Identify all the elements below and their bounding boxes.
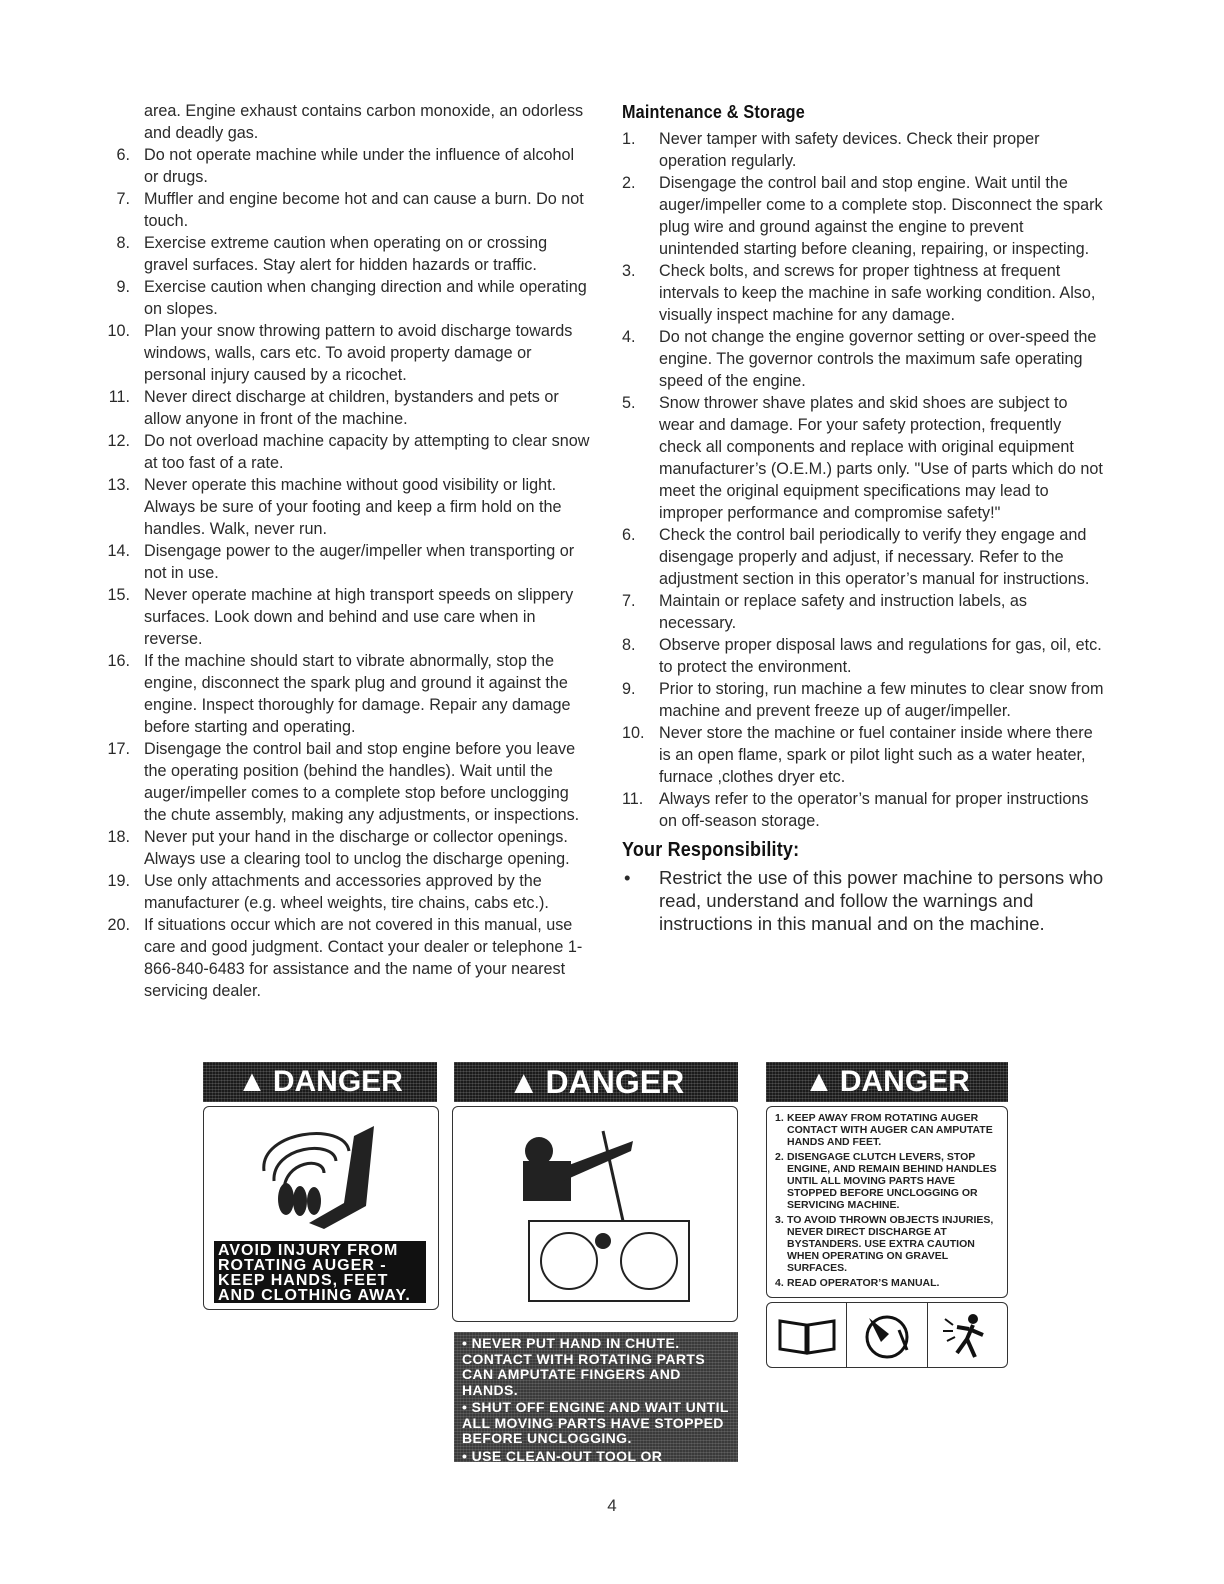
item-number: 7.: [116, 190, 130, 208]
right-column: [622, 100, 1106, 935]
item-text: Plan your snow throwing pattern to avoid discharge towards windows, walls, cars etc. To avoid property damage or personal injury caused by a ricochet.: [144, 322, 573, 384]
list-item: [100, 826, 590, 870]
list-item: [100, 474, 590, 540]
chute-warning-text: USE CLEAN-OUT TOOL OR WOODEN STICK TO UNCLOG DISCHARGE CHUTE.: [462, 1447, 669, 1495]
item-number: 15.: [107, 586, 130, 604]
item-number: 19.: [107, 872, 130, 890]
list-item: [622, 128, 1106, 172]
list-item: [622, 678, 1106, 722]
item-number: 18.: [107, 828, 130, 846]
warning-triangle-icon: ▲: [237, 1065, 267, 1098]
left-column: [100, 100, 590, 1002]
item-text: If situations occur which are not covered in this manual, use care and good judgment. Contact your dealer or telephone 1-866-840-6483 for assistance and the name of your nearest servicing dealer.: [144, 916, 583, 1000]
list-item: [100, 584, 590, 650]
item-text: Always refer to the operator’s manual for proper instructions on off-season storage.: [659, 790, 1089, 830]
item-number: 8.: [116, 234, 130, 252]
list-item: [100, 430, 590, 474]
pictogram-cell: [767, 1303, 847, 1367]
list-item: [100, 188, 590, 232]
thrown-objects-icon: [939, 1309, 995, 1361]
hand-in-chute-pictogram-icon: [453, 1111, 737, 1311]
item-number: 1.: [622, 130, 636, 148]
book-manual-icon: [776, 1315, 838, 1355]
maintenance-heading: Maintenance & Storage: [622, 102, 805, 122]
chute-warning-item: • USE CLEAN-OUT TOOL OR WOODEN STICK TO UNCLOG DISCHARGE CHUTE.: [462, 1447, 669, 1495]
item-number: 9.: [116, 278, 130, 296]
item-text: Check the control bail periodically to verify they engage and disengage properly and adjust, if necessary. Refer to the adjustment section in this operator’s manual for instructions.: [659, 526, 1090, 588]
chute-warning-item: • NEVER PUT HAND IN CHUTE. CONTACT WITH ROTATING PARTS CAN AMPUTATE FINGERS AND HANDS.: [462, 1335, 706, 1398]
label-frame: [203, 1106, 439, 1310]
label3-item-text: READ OPERATOR’S MANUAL.: [787, 1277, 940, 1290]
item-number: 17.: [107, 740, 130, 758]
item-text: If the machine should start to vibrate abnormally, stop the engine, disconnect the spark plug and ground it against the engine. Inspect thoroughly for damage. Repair any damage before starting and operating.: [144, 652, 571, 736]
warning-line: KEEP HANDS, FEET: [218, 1272, 389, 1289]
item-text: Never operate machine at high transport speeds on slippery surfaces. Look down and behind and use care when in reverse.: [144, 586, 574, 648]
item-text: Never tamper with safety devices. Check their proper operation regularly.: [659, 130, 1040, 170]
list-item: [622, 722, 1106, 788]
danger-banner: [203, 1062, 437, 1102]
pictogram-cell: [847, 1303, 927, 1367]
list-item: [100, 386, 590, 430]
item-number: 9.: [622, 680, 636, 698]
warning-line: AND CLOTHING AWAY.: [218, 1287, 411, 1304]
danger-banner-text: DANGER: [839, 1065, 970, 1098]
item-number: 10.: [107, 322, 130, 340]
continuation-text: area. Engine exhaust contains carbon monoxide, an odorless and deadly gas.: [144, 102, 584, 142]
list-item: [100, 540, 590, 584]
item-text: Do not overload machine capacity by attempting to clear snow at too fast of a rate.: [144, 432, 590, 472]
label3-item-text: KEEP AWAY FROM ROTATING AUGER CONTACT WITH AUGER CAN AMPUTATE HANDS AND FEET.: [787, 1112, 993, 1148]
item-text: Use only attachments and accessories approved by the manufacturer (e.g. wheel weights, tire chains, cabs etc.).: [144, 872, 549, 912]
warning-triangle-icon: ▲: [507, 1064, 540, 1100]
list-item: [622, 590, 1106, 634]
item-number: 20.: [107, 916, 130, 934]
item-text: Observe proper disposal laws and regulations for gas, oil, etc. to protect the environment.: [659, 636, 1102, 676]
responsibility-bullet: [622, 866, 1106, 935]
danger-label-auger: [203, 1062, 439, 1310]
item-text: Disengage power to the auger/impeller when transporting or not in use.: [144, 542, 575, 582]
warning-line: ROTATING AUGER -: [218, 1257, 387, 1274]
label-frame: [766, 1106, 1008, 1298]
item-text: Prior to storing, run machine a few minutes to clear snow from machine and prevent freeze up of auger/impeller.: [659, 680, 1104, 720]
maintenance-list: [622, 128, 1106, 832]
label3-item: [775, 1215, 1001, 1274]
hand-auger-icon: [859, 1310, 915, 1360]
danger-banner: [454, 1062, 738, 1102]
item-number: 7.: [622, 592, 636, 610]
item-text: Never operate this machine without good visibility or light. Always be sure of your footing and keep a firm hold on the handles. Walk, never run.: [144, 476, 562, 538]
list-item: [100, 144, 590, 188]
item-text: Do not operate machine while under the influence of alcohol or drugs.: [144, 146, 575, 186]
label3-item-text: DISENGAGE CLUTCH LEVERS, STOP ENGINE, AND REMAIN BEHIND HANDLES UNTIL ALL MOVING PARTS HAVE STOPPED BEFORE UNCLOGGING OR SERVICING MACHINE.: [787, 1151, 997, 1211]
chute-warning-item: • SHUT OFF ENGINE AND WAIT UNTIL ALL MOVING PARTS HAVE STOPPED BEFORE UNCLOGGING.: [462, 1399, 729, 1446]
warning-line: AVOID INJURY FROM: [218, 1242, 399, 1259]
item-text: Never direct discharge at children, bystanders and pets or allow anyone in front of the machine.: [144, 388, 559, 428]
item-number: 11.: [622, 790, 644, 808]
page-number: 4: [607, 1496, 617, 1515]
list-item: [100, 276, 590, 320]
item-text: Maintain or replace safety and instruction labels, as necessary.: [659, 592, 1028, 632]
item-text: Muffler and engine become hot and can cause a burn. Do not touch.: [144, 190, 584, 230]
chute-warning-text: SHUT OFF ENGINE AND WAIT UNTIL ALL MOVING PARTS HAVE STOPPED BEFORE UNCLOGGING.: [462, 1399, 729, 1446]
item-text: Never put your hand in the discharge or collector openings. Always use a clearing tool to unclog the discharge opening.: [144, 828, 570, 868]
item-number: 6.: [622, 526, 636, 544]
danger-label-general: [766, 1062, 1008, 1368]
chute-warning-text: NEVER PUT HAND IN CHUTE. CONTACT WITH ROTATING PARTS CAN AMPUTATE FINGERS AND HANDS.: [462, 1335, 706, 1398]
item-number: 11.: [108, 388, 130, 406]
list-item: [100, 738, 590, 826]
label-frame: [452, 1106, 738, 1322]
item-number: 14.: [107, 542, 130, 560]
item-number: 13.: [107, 476, 130, 494]
item-number: 2.: [622, 174, 636, 192]
label3-item-text: TO AVOID THROWN OBJECTS INJURIES, NEVER DIRECT DISCHARGE AT BYSTANDERS. USE EXTRA CAUTION WHEN OPERATING ON GRAVEL SURFACES.: [787, 1214, 994, 1274]
list-item: [622, 392, 1106, 524]
item-number: 10.: [622, 724, 645, 742]
list-item: [622, 260, 1106, 326]
item-number: 16.: [107, 652, 130, 670]
chute-warning-box: [454, 1332, 738, 1495]
pictogram-row: [766, 1302, 1008, 1368]
label3-item-number: 1.: [775, 1112, 784, 1124]
danger-banner-text: DANGER: [545, 1064, 685, 1100]
list-item: [622, 326, 1106, 392]
item-text: Check bolts, and screws for proper tightness at frequent intervals to keep the machine in safe working condition. Also, visually inspect machine for any damage.: [659, 262, 1096, 324]
label3-item-number: 4.: [775, 1277, 784, 1290]
list-item: [622, 788, 1106, 832]
item-number: 8.: [622, 636, 636, 654]
safety-list: [100, 144, 590, 1002]
auger-hand-pictogram-icon: [204, 1111, 438, 1231]
item-text: Disengage the control bail and stop engine before you leave the operating position (behind the handles). Wait until the auger/impeller comes to a complete stop before unclogging the chute assembly, making any adjustments, or inspections.: [144, 740, 580, 824]
pictogram-cell: [928, 1303, 1007, 1367]
item-text: Disengage the control bail and stop engine. Wait until the auger/impeller come to a complete stop. Disconnect the spark plug wire and ground against the engine to prevent unintended starting before cleaning, repairing, or inspecting.: [659, 174, 1103, 258]
item-text: Never store the machine or fuel container inside where there is an open flame, spark or pilot light such as a water heater, furnace ,clothes dryer etc.: [659, 724, 1093, 786]
list-item: [100, 232, 590, 276]
danger-banner-text: DANGER: [272, 1065, 403, 1098]
item-text: Exercise caution when changing direction and while operating on slopes.: [144, 278, 587, 318]
list-item: [100, 650, 590, 738]
label3-item: [775, 1278, 1001, 1290]
bullet-icon: •: [624, 867, 631, 888]
item-number: 12.: [107, 432, 130, 450]
list-item: [100, 914, 590, 1002]
item-number: 3.: [622, 262, 636, 280]
auger-warning-box: [214, 1241, 426, 1303]
list-item: [100, 870, 590, 914]
label3-item-number: 2.: [775, 1151, 784, 1164]
item-number: 5.: [622, 394, 636, 412]
list-item: [100, 320, 590, 386]
danger-banner: [766, 1062, 1008, 1102]
label3-item-number: 3.: [775, 1214, 784, 1227]
list-item: [622, 634, 1106, 678]
list-item: [622, 524, 1106, 590]
item-number: 4.: [622, 328, 636, 346]
label3-list: [775, 1113, 1001, 1290]
list-item: [622, 172, 1106, 260]
item-number: 6.: [116, 146, 130, 164]
danger-label-chute: [452, 1062, 738, 1495]
label3-item: [775, 1113, 1001, 1148]
warning-triangle-icon: ▲: [804, 1065, 834, 1098]
item-text: Do not change the engine governor setting or over-speed the engine. The governor controls the maximum safe operating speed of the engine.: [659, 328, 1097, 390]
item-text: Snow thrower shave plates and skid shoes are subject to wear and damage. For your safety protection, frequently check all components and replace with original equipment manufacturer’s (O.E.M.) parts only. "Use of parts which do not meet the original equipment specifications may lead to improper performance and compromise safety!": [659, 394, 1103, 522]
responsibility-heading: Your Responsibility:: [622, 839, 800, 861]
item-text: Exercise extreme caution when operating on or crossing gravel surfaces. Stay alert for hidden hazards or traffic.: [144, 234, 548, 274]
label3-item: [775, 1152, 1001, 1211]
responsibility-text: Restrict the use of this power machine to persons who read, understand and follow the warnings and instructions in this manual and on the machine.: [659, 867, 1104, 934]
